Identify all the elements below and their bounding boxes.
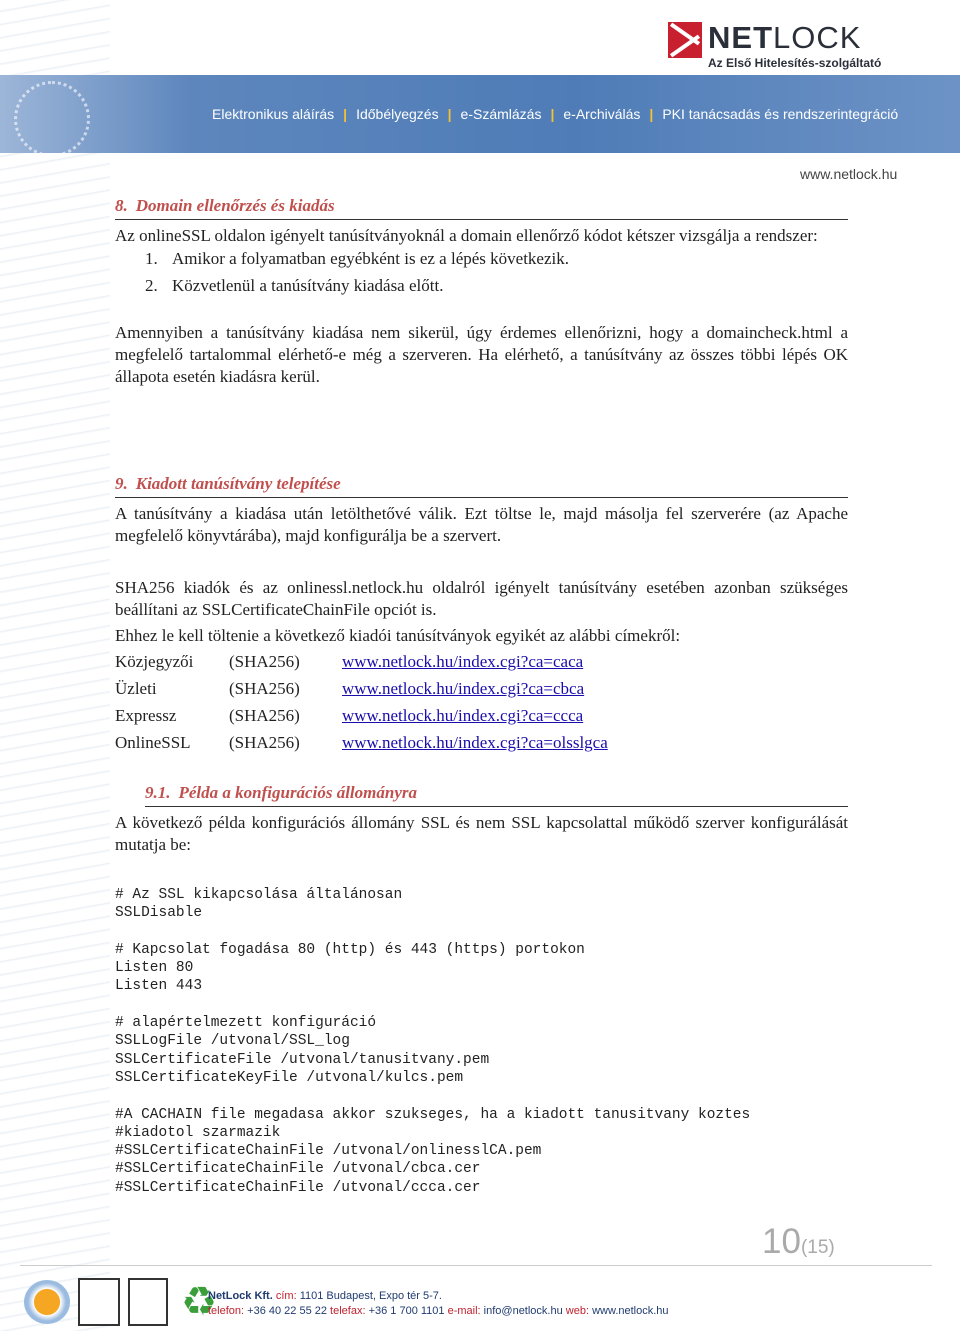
top-nav: Elektronikus aláírás | Időbélyegzés | e-Számlázás | e-Archiválás | PKI tanácsadás és rendszerintegráció <box>212 106 899 122</box>
section-9-1-body <box>115 812 848 856</box>
section-9-p3: Ehhez le kell töltenie a következő kiadói tanúsítványok egyikét az alábbi címekről: <box>115 626 681 645</box>
config-code-block: # Az SSL kikapcsolása általánosan SSLDisable # Kapcsolat fogadása 80 (http) és 443 (https) portokon Listen 80 Listen 443 # alapértelmezett konfiguráció SSLLogFile /utvonal/SSL_log SSLCertificateFile /utvonal/tanusitvany.pem SSLCertificateKeyFile /utvonal/kulcs.pem #A CACHAIN file megadasa akkor szukseges, ha a kiadott tanusitvany koztes #kiadotol szarmazik #SSLCertificateChainFile /utvonal/onlinesslCA.pem #SSLCertificateChainFile /utvonal/cbca.cer #SSLCertificateChainFile /utvonal/ccca.cer <box>115 887 751 1196</box>
ca-row: Közjegyzői (SHA256) www.netlock.hu/index.cgi?ca=caca <box>115 652 584 671</box>
ca-row: OnlineSSL (SHA256) www.netlock.hu/index.cgi?ca=olsslgca <box>115 733 608 752</box>
section-9-p1: A tanúsítvány a kiadása után letölthetővé válik. Ezt töltse le, majd másolja fel szerverére (az Apache megfelelő könyvtárába), majd konfigurálja be a szervert. <box>115 504 848 545</box>
nav-item-alairas[interactable]: Elektronikus aláírás <box>212 106 335 122</box>
logo-name-net: NET <box>708 20 773 55</box>
footer-web[interactable]: www.netlock.hu <box>592 1305 669 1317</box>
logo-name-lock: LOCK <box>773 20 862 55</box>
section-8-title: Domain ellenőrzés és kiadás <box>135 196 335 215</box>
fingerprint-icon <box>14 81 90 157</box>
section-9-1-heading: 9.1. Példa a konfigurációs állományra <box>145 783 848 807</box>
ca-link-caca[interactable]: www.netlock.hu/index.cgi?ca=caca <box>342 652 584 671</box>
nav-item-e-archivalas[interactable]: e-Archiválás <box>563 106 641 122</box>
section-8-heading: 8. Domain ellenőrzés és kiadás <box>115 196 848 220</box>
ukas-logo-icon <box>128 1278 168 1326</box>
ca-link-cbca[interactable]: www.netlock.hu/index.cgi?ca=cbca <box>342 679 585 698</box>
ca-list <box>115 648 848 756</box>
list-item: 1. Amikor a folyamatban egyébként is ez a lépés következik. <box>145 249 569 268</box>
section-8-paragraph: Amennyiben a tanúsítvány kiadása nem sikerül, úgy érdemes ellenőrizni, hogy a domaincheck.html a megfelelő tartalommal elérhető-e még a szerveren. Ha elérhető, a tanúsítvány az összes többi lépés OK állapota esetén kiadásra kerül. <box>115 323 848 386</box>
logo-tagline: Az Első Hitelesítés-szolgáltató <box>708 56 882 70</box>
section-9-heading: 9. Kiadott tanúsítvány telepítése <box>115 474 848 498</box>
section-8-intro: Az onlineSSL oldalon igényelt tanúsítványoknál a domain ellenőrző kódot kétszer vizsgálja a rendszer: <box>115 226 818 245</box>
netlock-logo[interactable] <box>668 22 881 70</box>
nav-item-e-szamlazas[interactable]: e-Számlázás <box>460 106 542 122</box>
nav-item-idobelyegzes[interactable]: Időbélyegzés <box>356 106 439 122</box>
section-9-p2: SHA256 kiadók és az onlinessl.netlock.hu oldalról igényelt tanúsítvány esetében azonban szükséges beállítani az SSLCertificateChainFile opciót is. <box>115 578 848 619</box>
website-link[interactable]: www.netlock.hu <box>800 166 898 182</box>
ca-link-ccca[interactable]: www.netlock.hu/index.cgi?ca=ccca <box>342 706 584 725</box>
netlock-logo-icon <box>668 22 702 58</box>
footer-divider <box>20 1265 932 1266</box>
check-list <box>115 248 848 296</box>
decorative-stripes <box>0 0 110 1331</box>
footer-email[interactable]: info@netlock.hu <box>483 1305 563 1317</box>
page-number: 10(15) <box>762 1222 835 1261</box>
list-item: 2. Közvetlenül a tanúsítvány kiadása előtt. <box>145 276 444 295</box>
section-9-body <box>115 503 848 756</box>
footer-logos <box>24 1278 222 1326</box>
moody-logo-icon <box>78 1278 120 1326</box>
ca-row: Üzleti (SHA256) www.netlock.hu/index.cgi?ca=cbca <box>115 679 585 698</box>
nav-item-pki[interactable]: PKI tanácsadás és rendszerintegráció <box>662 106 899 122</box>
ca-link-olsslgca[interactable]: www.netlock.hu/index.cgi?ca=olsslgca <box>342 733 608 752</box>
sgs-logo-icon <box>24 1280 70 1324</box>
header-banner <box>0 75 960 153</box>
section-8-body <box>115 225 848 388</box>
section-9-1-title: Példa a konfigurációs állományra <box>178 783 417 802</box>
section-9-title: Kiadott tanúsítvány telepítése <box>135 474 341 493</box>
ca-row: Expressz (SHA256) www.netlock.hu/index.cgi?ca=ccca <box>115 706 584 725</box>
footer-contact: NetLock Kft. cím: 1101 Budapest, Expo tér 5-7. telefon: +36 40 22 55 22 telefax: +36 1 700 1101 e-mail: info@netlock.hu web: www.netlock.hu <box>208 1290 669 1317</box>
section-9-1-paragraph: A következő példa konfigurációs állomány SSL és nem SSL kapcsolattal működő szerver konfigurálását mutatja be: <box>115 813 848 854</box>
recycle-icon: ♻ <box>176 1280 222 1324</box>
